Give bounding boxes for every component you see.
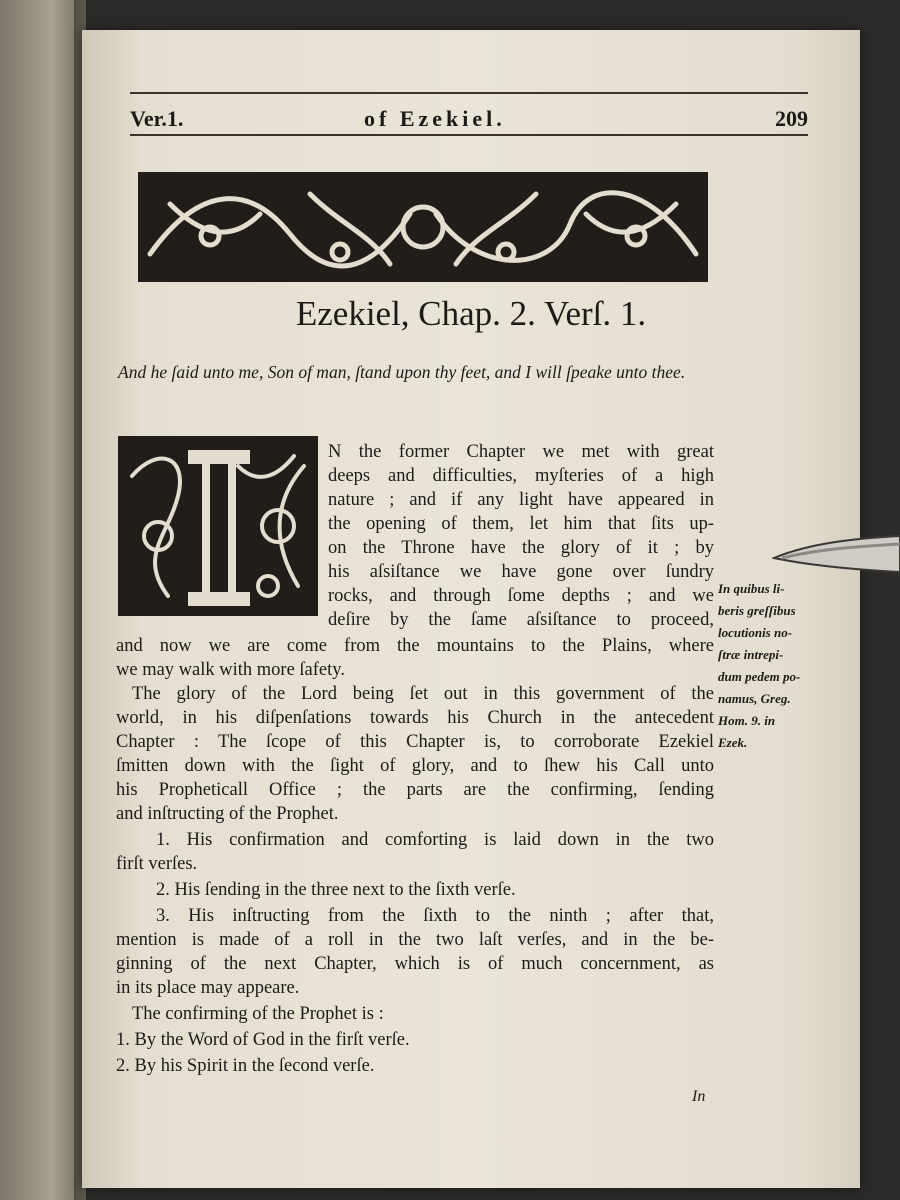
text-line: world, in his diſpenſations towards his Church in the antecedent <box>116 708 714 728</box>
book-name: of Ezekiel. <box>364 106 506 131</box>
text-line: his Propheticall Office ; the parts are the confirming, ſending <box>116 780 714 800</box>
text-line: deſire by the ſame aſsiſtance to proceed, <box>328 610 714 630</box>
margin-note-line: locutionis no- <box>718 625 793 640</box>
text-line: deeps and difficulties, myſteries of a high <box>328 466 714 486</box>
decorated-initial-i-ornament <box>118 436 318 616</box>
margin-note-line: namus, Greg. <box>718 691 791 706</box>
metal-pointer-tool <box>772 532 900 586</box>
text-line: Chapter : The ſcope of this Chapter is, to corroborate Ezekiel <box>116 732 714 752</box>
verse-reference: Ver.1. <box>130 106 184 131</box>
catchword: In <box>692 1088 706 1105</box>
margin-note-line: Hom. 9. in <box>718 713 776 728</box>
text-line: rocks, and through ſome depths ; and we <box>328 586 714 606</box>
page-number: 209 <box>775 106 808 131</box>
text-line: N the former Chapter we met with great <box>328 442 714 462</box>
text-line: in its place may appeare. <box>116 978 300 998</box>
text-line: 2. His ſending in the three next to the ſixth verſe. <box>156 880 516 900</box>
text-line: 2. By his Spirit in the ſecond verſe. <box>116 1056 375 1076</box>
text-line: and inſtructing of the Prophet. <box>116 804 339 824</box>
text-line: nature ; and if any light have appeared in <box>328 490 714 510</box>
verse-quote: And he ſaid unto me, Son of man, ſtand upon thy feet, and I will ſpeake unto thee. <box>118 362 686 382</box>
margin-note-line: beris greſſibus <box>718 603 796 618</box>
text-line: 1. His confirmation and comforting is laid down in the two <box>156 830 714 850</box>
text-line: mention is made of a roll in the two laſt verſes, and in the be- <box>116 930 714 950</box>
text-line: we may walk with more ſafety. <box>116 660 345 680</box>
top-rule <box>130 92 808 94</box>
text-line: The confirming of the Prophet is : <box>132 1004 384 1024</box>
floral-headpiece-ornament <box>138 172 708 282</box>
margin-note <box>718 578 830 754</box>
text-line: ginning of the next Chapter, which is of much concernment, as <box>116 954 714 974</box>
text-line: 3. His inſtructing from the ſixth to the ninth ; after that, <box>156 906 714 926</box>
head-rule <box>130 134 808 136</box>
text-line: his aſsiſtance we have gone over ſundry <box>328 562 714 582</box>
margin-note-line: dum pedem po- <box>718 669 801 684</box>
chapter-title: Ezekiel, Chap. 2. Verſ. 1. <box>295 294 647 333</box>
text-line: The glory of the Lord being ſet out in this government of the <box>132 684 714 704</box>
text-line: ſmitten down with the ſight of glory, and to ſhew his Call unto <box>116 756 714 776</box>
text-line: the opening of them, let him that ſits up- <box>328 514 714 534</box>
text-line: on the Throne have the glory of it ; by <box>328 538 714 558</box>
book-page <box>82 30 860 1188</box>
text-line: and now we are come from the mountains to the Plains, where <box>116 636 714 656</box>
text-line: 1. By the Word of God in the firſt verſe. <box>116 1030 410 1050</box>
margin-note-line: ſtræ intrepi- <box>718 647 784 662</box>
margin-note-line: Ezek. <box>718 735 748 750</box>
margin-note-line: In quibus li- <box>718 581 785 596</box>
text-line: firſt verſes. <box>116 854 198 874</box>
